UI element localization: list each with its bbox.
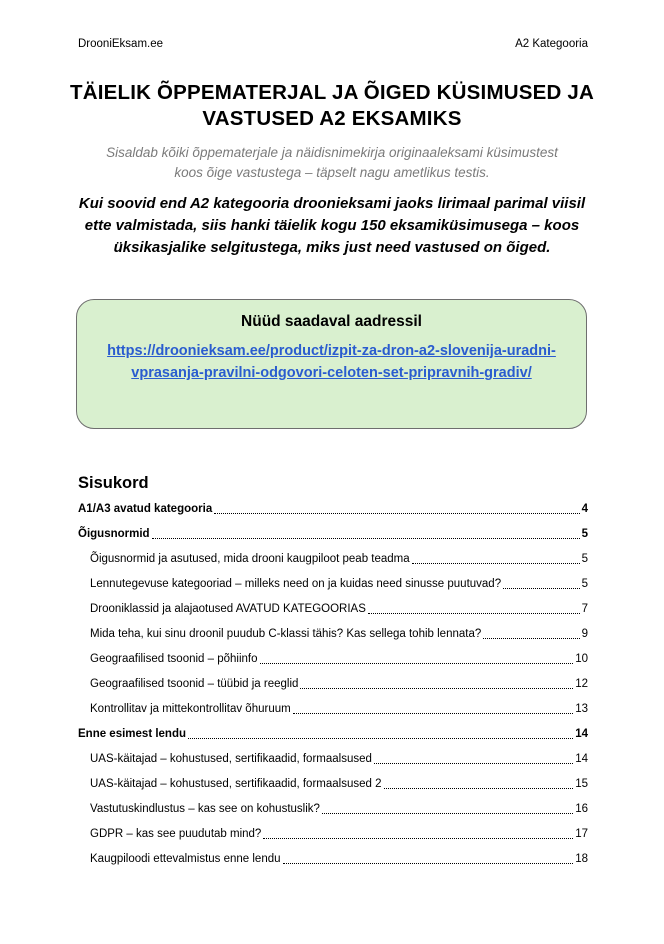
toc-entry[interactable]: [78, 647, 588, 672]
toc-entry-text: Drooniklassid ja alajaotused AVATUD KATEGOORIAS: [90, 603, 366, 615]
toc-entry-page: 15: [575, 778, 588, 790]
toc-leader: [152, 526, 580, 539]
document-subtitle: Sisaldab kõiki õppematerjale ja näidisnimekirja originaaleksami küsimustest koos õige vastustega – täpselt nagu ametlikus testis.: [106, 145, 558, 180]
toc-entry-text: Õigusnormid: [78, 528, 150, 540]
toc-entry[interactable]: [78, 847, 588, 872]
toc-leader: [300, 676, 573, 689]
toc-entry[interactable]: [78, 597, 588, 622]
toc-entry[interactable]: [78, 822, 588, 847]
toc-entry-page: 10: [575, 653, 588, 665]
toc-entry-text: Geograafilised tsoonid – põhiinfo: [90, 653, 258, 665]
toc-entry-text: UAS-käitajad – kohustused, sertifikaadid, formaalsused 2: [90, 778, 382, 790]
toc-entry[interactable]: [78, 772, 588, 797]
toc-entry-text: Vastutuskindlustus – kas see on kohustuslik?: [90, 803, 320, 815]
toc-entry[interactable]: [78, 572, 588, 597]
promo-text: Kui soovid end A2 kategooria droonieksami jaoks lirimaal parimal viisil ette valmistada, siis hanki täielik kogu 150 eksamiküsimusega – koos üksikasjalike selgitustega, miks just need vastused on õiged.: [78, 195, 586, 256]
toc-leader: [260, 651, 574, 664]
toc-entry-page: 5: [581, 528, 588, 540]
table-of-contents: [78, 497, 588, 872]
toc-entry-page: 9: [581, 628, 588, 640]
toc-entry-text: Geograafilised tsoonid – tüübid ja reeglid: [90, 678, 299, 690]
toc-leader: [214, 501, 579, 514]
header-site-name: DrooniEksam.ee: [78, 38, 164, 50]
toc-leader: [322, 801, 573, 814]
toc-entry[interactable]: [78, 697, 588, 722]
toc-leader: [368, 601, 580, 614]
product-link[interactable]: https://droonieksam.ee/product/izpit-za-dron-a2-slovenija-uradni-vprasanja-pravilni-odgovori-celoten-set-pripravnih-gradiv/: [107, 343, 556, 381]
toc-entry-text: Enne esimest lendu: [78, 728, 187, 740]
toc-entry-text: Kontrollitav ja mittekontrollitav õhuruum: [90, 703, 291, 715]
toc-entry[interactable]: [78, 622, 588, 647]
toc-entry-page: 5: [581, 578, 588, 590]
toc-entry[interactable]: [78, 547, 588, 572]
toc-entry-page: 17: [575, 828, 588, 840]
toc-entry[interactable]: [78, 797, 588, 822]
toc-leader: [263, 826, 573, 839]
callout-heading: Nüüd saadaval aadressil: [241, 313, 422, 330]
toc-entry-page: 14: [575, 728, 588, 740]
toc-leader: [283, 851, 574, 864]
toc-entry-text: A1/A3 avatud kategooria: [78, 503, 213, 515]
toc-entry-text: Kaugpiloodi ettevalmistus enne lendu: [90, 853, 281, 865]
toc-entry[interactable]: [78, 672, 588, 697]
toc-entry-page: 7: [581, 603, 588, 615]
toc-entry[interactable]: [78, 747, 588, 772]
toc-entry-page: 18: [575, 853, 588, 865]
toc-entry-page: 13: [575, 703, 588, 715]
toc-leader: [412, 551, 580, 564]
toc-entry[interactable]: [78, 722, 588, 747]
toc-leader: [503, 576, 579, 589]
toc-leader: [384, 776, 574, 789]
toc-entry-text: Mida teha, kui sinu droonil puudub C-klassi tähis? Kas sellega tohib lennata?: [90, 628, 482, 640]
availability-callout: [76, 299, 587, 429]
toc-entry[interactable]: [78, 522, 588, 547]
toc-entry[interactable]: [78, 497, 588, 522]
toc-entry-text: GDPR – kas see puudutab mind?: [90, 828, 262, 840]
toc-entry-page: 4: [581, 503, 588, 515]
toc-leader: [483, 626, 579, 639]
header-category: A2 Kategooria: [515, 38, 588, 50]
toc-entry-page: 12: [575, 678, 588, 690]
toc-entry-page: 5: [581, 553, 588, 565]
toc-entry-text: UAS-käitajad – kohustused, sertifikaadid, formaalsused: [90, 753, 372, 765]
toc-entry-page: 16: [575, 803, 588, 815]
toc-entry-text: Õigusnormid ja asutused, mida drooni kaugpiloot peab teadma: [90, 553, 410, 565]
toc-leader: [188, 726, 573, 739]
toc-leader: [374, 751, 573, 764]
toc-leader: [293, 701, 574, 714]
toc-entry-text: Lennutegevuse kategooriad – milleks need on ja kuidas need sinusse puutuvad?: [90, 578, 502, 590]
document-title: TÄIELIK ÕPPEMATERJAL JA ÕIGED KÜSIMUSED JA VASTUSED A2 EKSAMIKS: [69, 81, 594, 130]
toc-title: Sisukord: [78, 474, 149, 492]
toc-entry-page: 14: [575, 753, 588, 765]
